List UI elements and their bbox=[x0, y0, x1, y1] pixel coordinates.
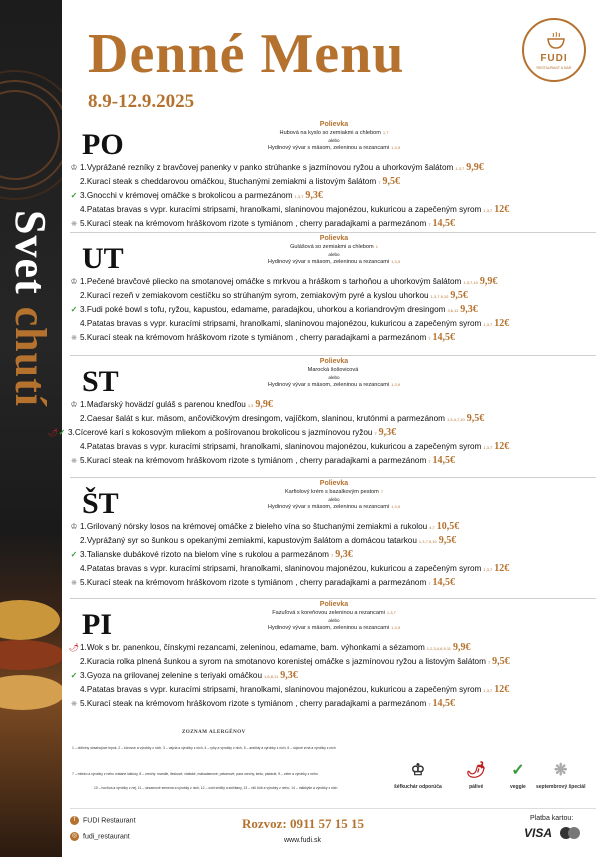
soup-2 bbox=[62, 382, 606, 388]
menu-item-allergens: 7 bbox=[428, 459, 431, 464]
menu-item-allergens: 1,2,3,4,6,9,11 bbox=[426, 646, 451, 651]
soup-1-text: Marocká šošovicová bbox=[307, 367, 359, 373]
visa-logo: VISA bbox=[524, 826, 553, 840]
symbol-label: šéfkuchár odporúča bbox=[394, 784, 442, 790]
special-icon: ❋ bbox=[71, 335, 77, 342]
menu-item-text: 1.Grilovaný nórsky losos na krémovej omáčke z bieleho vína so štuchanými zemiakmi a rukolou bbox=[80, 522, 428, 531]
chef-hat-icon: ♔ bbox=[70, 277, 78, 286]
menu-item-price: 9,9€ bbox=[466, 162, 484, 173]
menu-item-text: 3.Talianske dubákové rizoto na bielom víne s rukolou a parmezánom bbox=[80, 550, 329, 559]
symbol-label: veggie bbox=[510, 784, 526, 790]
menu-item-text: 5.Kurací steak na krémovom hráškovom rizote s tymiánom , cherry paradajkami a parmezánom bbox=[80, 219, 427, 228]
soup-2 bbox=[62, 259, 606, 265]
menu-item bbox=[48, 427, 600, 439]
soup-or: alebo bbox=[328, 375, 340, 380]
day-code: ST bbox=[82, 365, 119, 398]
menu-item-text: 5.Kurací steak na krémovom hráškovom rizote s tymiánom , cherry paradajkami a parmezánom bbox=[80, 578, 427, 587]
menu-item bbox=[68, 577, 600, 589]
soup-2 bbox=[62, 625, 606, 631]
soup-1-allergens: 1 bbox=[375, 244, 378, 249]
instagram-label: fudi_restaurant bbox=[83, 833, 130, 841]
soup-or: alebo bbox=[328, 252, 340, 257]
soup-heading: Polievka bbox=[319, 121, 349, 128]
soup-2-text: Hydinový vývar s mäsom, zeleninou a rezancami bbox=[267, 259, 390, 265]
soup-2-allergens: 1,3,9 bbox=[391, 259, 401, 264]
chili-icon: 🌶 bbox=[48, 428, 59, 437]
facebook-icon: f bbox=[70, 816, 79, 825]
menu-item-text: 4.Patatas bravas s vypr. kuracími stripsami, hranolkami, slaninovou majonézou, kukuricou a zapečeným syrom bbox=[80, 685, 482, 694]
menu-item-price: 9,3€ bbox=[305, 190, 323, 201]
menu-item-text: 2.Kuracia rolka plnená šunkou a syrom na smotanovo korenistej omáčke s jazmínovou ryžou a listovým šalátom bbox=[80, 657, 486, 666]
menu-item-text: 5.Kurací steak na krémovom hráškovom rizote s tymiánom , cherry paradajkami a parmezánom bbox=[80, 456, 427, 465]
menu-item bbox=[68, 176, 600, 188]
menu-item-allergens: 7 bbox=[374, 431, 377, 436]
logo-subtitle: RESTAURANT & BAR bbox=[536, 66, 572, 70]
soup-1 bbox=[62, 610, 606, 616]
soup-or: alebo bbox=[328, 618, 340, 623]
chef-hat-icon: ♔ bbox=[70, 400, 78, 409]
chef-hat-icon: ♔ bbox=[70, 163, 78, 172]
footer-divider bbox=[70, 808, 596, 809]
menu-item bbox=[68, 204, 600, 216]
symbol-chef bbox=[394, 760, 442, 790]
menu-item-allergens: 1,3,7 bbox=[455, 166, 465, 171]
soup-heading: Polievka bbox=[319, 235, 349, 242]
menu-item-text: 3.Fudi poké bowl s tofu, ryžou, kapustou, edamame, paradajkou, uhorkou a koriandrovým dresingom bbox=[80, 305, 446, 314]
menu-item-text: 3.Gyoza na grilovanej zelenine s teriyaki omáčkou bbox=[80, 671, 263, 680]
slogan-word-1: Svet bbox=[6, 210, 55, 295]
veggie-icon: ✓ bbox=[70, 671, 78, 680]
menu-item bbox=[68, 656, 600, 668]
veggie-icon: ✓ bbox=[511, 762, 525, 779]
menu-item bbox=[68, 218, 600, 230]
menu-item-price: 10,5€ bbox=[436, 521, 460, 532]
soup-1-text: Hubová na kyslo so zemiakmi a chlebom bbox=[279, 130, 381, 136]
menu-item-price: 9,5€ bbox=[466, 413, 485, 424]
soup-or: alebo bbox=[328, 138, 340, 143]
menu-item-price: 14,5€ bbox=[432, 577, 456, 588]
menu-item-price: 9,5€ bbox=[438, 535, 457, 546]
menu-item-price: 12€ bbox=[494, 318, 510, 329]
menu-item-price: 14,5€ bbox=[432, 698, 456, 709]
menu-item bbox=[68, 521, 600, 533]
menu-item-allergens: 1,3,7,9,10 bbox=[430, 294, 449, 299]
menu-item-allergens: 1,3,7,10 bbox=[463, 280, 478, 285]
soup-1 bbox=[62, 130, 606, 136]
special-icon: ❋ bbox=[71, 580, 77, 587]
menu-item-allergens: 1,3,7 bbox=[483, 208, 493, 213]
menu-item bbox=[68, 642, 600, 654]
menu-item-price: 9,5€ bbox=[382, 176, 400, 187]
menu-item-price: 9,3€ bbox=[460, 304, 478, 315]
menu-item-price: 9,3€ bbox=[335, 549, 353, 560]
soup-2 bbox=[62, 145, 606, 151]
soup-1-text: Karfiolový krém s bazalkovým pestom bbox=[284, 489, 379, 495]
menu-item-allergens: 7 bbox=[428, 336, 431, 341]
menu-item bbox=[68, 318, 600, 330]
food-photo-patty bbox=[0, 640, 62, 670]
instagram-link[interactable] bbox=[70, 832, 130, 841]
soup-1-allergens: 1,7 bbox=[382, 130, 389, 135]
menu-item bbox=[68, 190, 600, 202]
menu-item-price: 14,5€ bbox=[432, 332, 456, 343]
menu-item-text: 1.Maďarský hovädzí guláš s parenou knedľou bbox=[80, 400, 246, 409]
day-divider bbox=[70, 598, 596, 599]
menu-item-text: 2.Kurací rezeň v zemiakovom cestíčku so strúhaným syrom, zemiakovým pyré a kyslou uhorkou bbox=[80, 291, 429, 300]
menu-item-text: 2.Kurací steak s cheddarovou omáčkou, štuchanými zemiakmi a listovým šalátom bbox=[80, 177, 377, 186]
menu-item-text: 1.Pečené bravčové pliecko na smotanovej omáčke s mrkvou a hráškom s tarhoňou a uhorkovým šalátom bbox=[80, 277, 462, 286]
soup-heading: Polievka bbox=[319, 601, 349, 608]
veggie-icon: ✓ bbox=[70, 305, 78, 314]
menu-item-allergens: 1,3,7 bbox=[294, 194, 304, 199]
special-icon: ❋ bbox=[71, 701, 77, 708]
menu-item-allergens: 7 bbox=[428, 702, 431, 707]
decor-ring bbox=[0, 70, 62, 200]
menu-item-price: 12€ bbox=[494, 563, 510, 574]
chili-icon: 🌶 bbox=[466, 762, 487, 779]
menu-item-text: 4.Patatas bravas s vypr. kuracími stripsami, hranolkami, slaninovou majonézou, kukuricou a zapečeným syrom bbox=[80, 205, 482, 214]
menu-item-price: 12€ bbox=[494, 441, 510, 452]
legend-line: 1 – obilniny obsahujúce lepok, 2 – kôrovce a výrobky z nich, 3 – vajcia a výrobky z nich, 4 – ryby a výrobky z nich, 5 – arašidy a výrobky z nich, 6 – sójové zrná a výrobky z nich bbox=[72, 746, 336, 750]
food-photo-bun bbox=[0, 600, 60, 640]
menu-item-allergens: 7 bbox=[330, 553, 334, 558]
menu-item-allergens: 7 bbox=[487, 660, 491, 665]
chili-icon: 🌶 bbox=[68, 643, 80, 652]
day-code: ŠT bbox=[82, 487, 119, 520]
menu-item bbox=[68, 535, 600, 547]
menu-item-price: 12€ bbox=[494, 204, 510, 215]
menu-item bbox=[68, 399, 600, 411]
menu-item bbox=[68, 304, 600, 316]
menu-item-text: 5.Kurací steak na krémovom hráškovom rizote s tymiánom , cherry paradajkami a parmezánom bbox=[80, 699, 427, 708]
delivery-phone: Rozvoz: 0911 57 15 15 bbox=[242, 816, 365, 831]
menu-item bbox=[68, 413, 600, 425]
menu-item bbox=[68, 290, 600, 302]
menu-item bbox=[68, 549, 600, 561]
slogan-word-2: chutí bbox=[6, 306, 55, 408]
menu-item-allergens: 7 bbox=[428, 581, 431, 586]
day-code: UT bbox=[82, 242, 124, 275]
menu-item-text: 5.Kurací steak na krémovom hráškovom rizote s tymiánom , cherry paradajkami a parmezánom bbox=[80, 333, 427, 342]
veggie-icon: ✓ bbox=[70, 550, 78, 559]
facebook-label: FUDI Restaurant bbox=[83, 817, 136, 825]
menu-item-allergens: 1,3,7 bbox=[483, 445, 493, 450]
menu-item-allergens: 1,3,7 bbox=[483, 688, 493, 693]
soup-1 bbox=[62, 367, 606, 373]
menu-item-price: 12€ bbox=[494, 684, 510, 695]
menu-item-price: 14,5€ bbox=[432, 218, 456, 229]
day-code: PO bbox=[82, 128, 124, 161]
menu-item bbox=[68, 455, 600, 467]
menu-item-text: 2.Caesar šalát s kur. mäsom, ančovičkovým dresingom, vajíčkom, slaninou, krutónmi a parmezánom bbox=[80, 414, 445, 423]
soup-1 bbox=[62, 489, 606, 495]
menu-item bbox=[68, 441, 600, 453]
menu-item-text: 4.Patatas bravas s vypr. kuracími stripsami, hranolkami, slaninovou majonézou, kukuricou a zapečeným syrom bbox=[80, 564, 482, 573]
legend-heading: ZOZNAM ALERGÉNOV bbox=[182, 730, 246, 735]
soup-2-text: Hydinový vývar s mäsom, zeleninou a rezancami bbox=[267, 382, 390, 388]
special-icon: ❋ bbox=[71, 221, 77, 228]
symbol-hot bbox=[466, 760, 486, 790]
menu-item-text: 3.Gnocchi v krémovej omáčke s brokolicou a parmezánom bbox=[80, 191, 293, 200]
page-title: Denné Menu bbox=[88, 23, 405, 85]
soup-1-allergens: 7 bbox=[380, 489, 384, 494]
chef-hat-icon: ♔ bbox=[410, 762, 426, 779]
legend-line: 10 – horčica a výrobky z nej, 11 – sezamové semená a výrobky z nich, 12 – oxid siričitý a siričitany, 13 – vlčí bôb a výrobky z neho, 14 – mäkkýše a výrobky z nich bbox=[94, 786, 338, 790]
soup-2-text: Hydinový vývar s mäsom, zeleninou a rezancami bbox=[267, 145, 390, 151]
soup-1-text: Gulášová so zemiakmi a chlebom bbox=[290, 244, 374, 250]
menu-item bbox=[68, 684, 600, 696]
menu-item-price: 9,5€ bbox=[450, 290, 468, 301]
instagram-icon: ◎ bbox=[71, 833, 78, 839]
soup-1 bbox=[62, 244, 606, 250]
menu-item-allergens: 7 bbox=[378, 180, 381, 185]
menu-item-allergens: 1,3 bbox=[247, 403, 254, 408]
menu-item-text: 3.Cícerové karí s kokosovým mliekom a pošírovanou brokolicou s jazmínovou ryžou bbox=[68, 428, 373, 437]
day-code: PI bbox=[82, 608, 112, 641]
menu-item-allergens: 1,3,7 bbox=[483, 322, 493, 327]
menu-item-text: 4.Patatas bravas s vypr. kuracími stripsami, hranolkami, slaninovou majonézou, kukuricou a zapečeným syrom bbox=[80, 442, 482, 451]
soup-1-text: Fazuľová s koreňovou zeleninou a rezancami bbox=[272, 610, 385, 616]
menu-item-price: 9,9€ bbox=[255, 399, 273, 410]
food-photo-bun-bottom bbox=[0, 675, 62, 710]
menu-item-allergens: 1,3,4,7,10 bbox=[446, 417, 465, 422]
menu-item bbox=[68, 698, 600, 710]
menu-item bbox=[68, 670, 600, 682]
menu-item-allergens: 7 bbox=[428, 222, 431, 227]
soup-heading: Polievka bbox=[319, 480, 349, 487]
facebook-link[interactable] bbox=[70, 816, 136, 825]
menu-item-price: 9,9€ bbox=[452, 642, 471, 653]
menu-item-price: 9,3€ bbox=[378, 427, 397, 438]
bowl-icon bbox=[545, 29, 567, 51]
soup-2-allergens: 1,3,9 bbox=[391, 625, 401, 630]
menu-item bbox=[68, 162, 600, 174]
menu-item bbox=[68, 563, 600, 575]
symbol-veggie bbox=[510, 760, 526, 790]
soup-2-allergens: 1,3,9 bbox=[391, 145, 401, 150]
menu-item-text: 2.Vyprážaný syr so šunkou s opekanými zemiakmi, kapustovým šalátom a domácou tatarkou bbox=[80, 536, 417, 545]
menu-item-text: 1.Vyprážané rezníky z bravčovej panenky v panko strúhanke s jazmínovou ryžou a uhorkovým šalátom bbox=[80, 163, 454, 172]
logo-brand: FUDI bbox=[540, 53, 568, 64]
soup-1-allergens: 1,3,7 bbox=[386, 610, 396, 615]
veggie-icon: ✓ bbox=[58, 428, 66, 437]
symbol-label: septembrový špeciál bbox=[536, 784, 586, 790]
soup-2-text: Hydinový vývar s mäsom, zeleninou a rezancami bbox=[267, 625, 390, 631]
soup-2-text: Hydinový vývar s mäsom, zeleninou a rezancami bbox=[267, 504, 390, 510]
day-divider bbox=[70, 232, 596, 233]
payment-label: Platba kartou: bbox=[530, 815, 574, 822]
legend-line: 7 – mlieko a výrobky z neho vrátane laktózy, 8 – orechy: mandle, lieskové, vlašské, makadamové, pekanové, para orechy, kešu, pistácie, 9 – zeler a výrobky z neho bbox=[72, 772, 318, 776]
menu-item-text: 1.Wok s br. panenkou, čínskymi rezancami, zeleninou, edamame, bam. výhonkami a sézamom bbox=[80, 643, 425, 652]
menu-item-price: 9,9€ bbox=[479, 276, 498, 287]
fudi-logo bbox=[522, 18, 586, 82]
menu-item-text: 4.Patatas bravas s vypr. kuracími stripsami, hranolkami, slaninovou majonézou, kukuricou a zapečeným syrom bbox=[80, 319, 482, 328]
menu-item-price: 9,3€ bbox=[280, 670, 298, 681]
website-link[interactable]: www.fudi.sk bbox=[284, 837, 321, 844]
menu-dates: 8.9-12.9.2025 bbox=[88, 91, 195, 112]
menu-main bbox=[48, 0, 606, 857]
special-icon: ❋ bbox=[554, 762, 568, 779]
menu-item bbox=[68, 276, 600, 288]
symbol-special bbox=[536, 760, 585, 790]
soup-2-allergens: 1,3,9 bbox=[391, 382, 401, 387]
soup-2-allergens: 1,3,9 bbox=[391, 504, 401, 509]
day-divider bbox=[70, 477, 596, 478]
day-divider bbox=[70, 355, 596, 356]
menu-item-price: 14,5€ bbox=[432, 455, 456, 466]
menu-item-allergens: 1,6,8,11 bbox=[264, 674, 279, 679]
soup-2 bbox=[62, 504, 606, 510]
menu-item-allergens: 4,7 bbox=[429, 525, 435, 530]
soup-heading: Polievka bbox=[319, 358, 349, 365]
special-icon: ❋ bbox=[71, 458, 77, 465]
chef-hat-icon: ♔ bbox=[70, 522, 78, 531]
symbol-label: pálivé bbox=[469, 784, 484, 790]
menu-item-price: 9,5€ bbox=[492, 656, 510, 667]
soup-or: alebo bbox=[328, 497, 340, 502]
menu-item-allergens: 3,6,11 bbox=[447, 308, 459, 313]
menu-item bbox=[68, 332, 600, 344]
menu-item-allergens: 1,3,7,9,10 bbox=[418, 539, 437, 544]
menu-item-allergens: 1,3,7 bbox=[483, 567, 493, 572]
veggie-icon: ✓ bbox=[70, 191, 78, 200]
mastercard-icon bbox=[558, 826, 582, 840]
